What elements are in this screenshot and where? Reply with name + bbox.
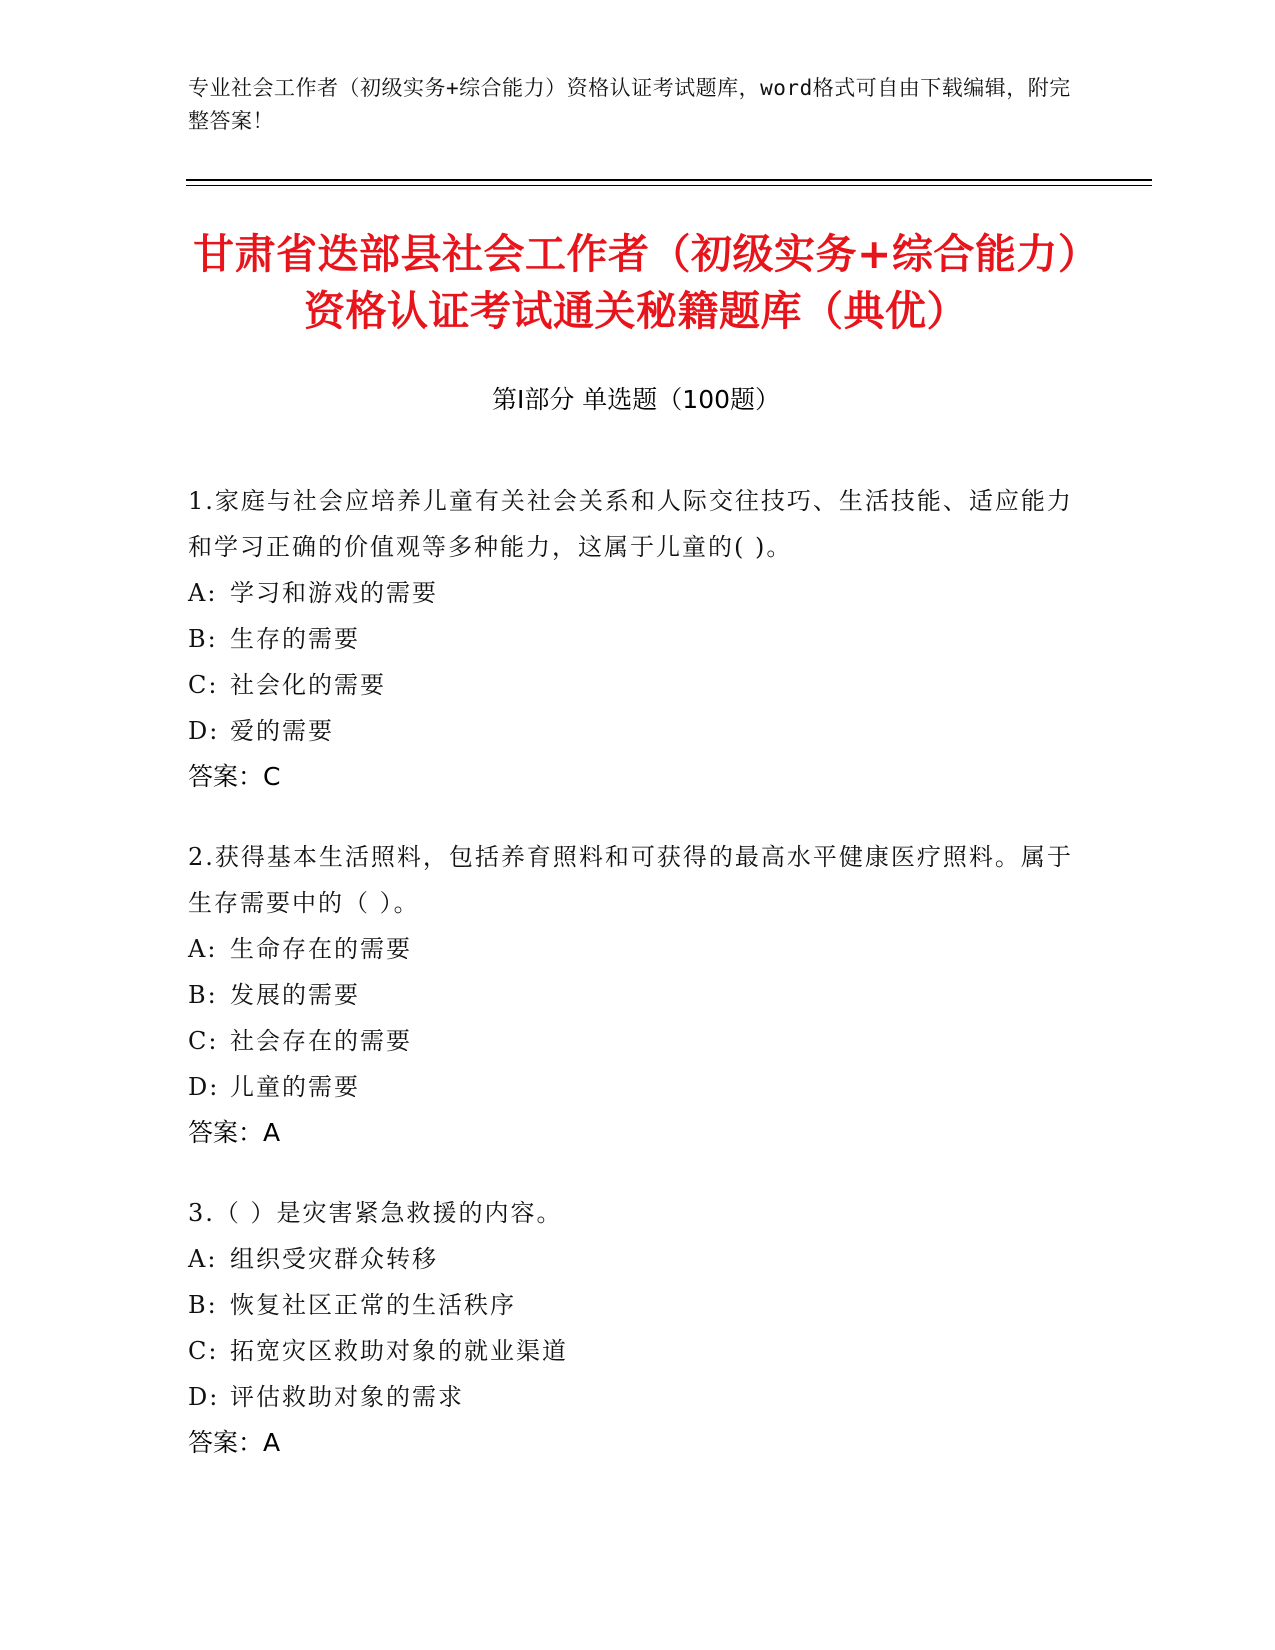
option-letter: A: xyxy=(188,1245,218,1273)
option-text: 生存的需要 xyxy=(230,625,360,653)
option-text: 儿童的需要 xyxy=(230,1073,360,1101)
option-text: 学习和游戏的需要 xyxy=(230,579,438,607)
question-stem: 1.家庭与社会应培养儿童有关社会关系和人际交往技巧、生活技能、适应能力和学习正确的价值观等多种能力，这属于儿童的( )。 xyxy=(188,487,1073,561)
option-text: 生命存在的需要 xyxy=(230,935,412,963)
option-text: 发展的需要 xyxy=(230,981,360,1009)
option-letter: D: xyxy=(188,1383,220,1411)
option-d xyxy=(188,708,1088,754)
question-stem: 3.（ ）是灾害紧急救援的内容。 xyxy=(188,1199,563,1227)
option-letter: A: xyxy=(188,935,218,963)
option-c xyxy=(188,1328,1088,1374)
option-a xyxy=(188,926,1088,972)
option-a xyxy=(188,570,1088,616)
option-letter: C: xyxy=(188,1337,219,1365)
option-b xyxy=(188,1282,1088,1328)
answer-line: 答案：A xyxy=(188,1428,281,1457)
option-b xyxy=(188,616,1088,662)
option-text: 爱的需要 xyxy=(230,717,334,745)
question-1 xyxy=(188,478,1088,800)
option-letter: A: xyxy=(188,579,218,607)
question-3 xyxy=(188,1190,1088,1466)
option-letter: C: xyxy=(188,671,219,699)
option-letter: D: xyxy=(188,1073,220,1101)
document-title: 甘肃省迭部县社会工作者（初级实务+综合能力）资格认证考试通关秘籍题库（典优） xyxy=(193,230,1079,335)
header-divider-thin xyxy=(186,185,1152,186)
answer-line: 答案：C xyxy=(188,762,281,791)
option-text: 社会化的需要 xyxy=(230,671,386,699)
option-d xyxy=(188,1064,1088,1110)
option-letter: C: xyxy=(188,1027,219,1055)
option-b xyxy=(188,972,1088,1018)
option-letter: B: xyxy=(188,981,218,1009)
header-divider-thick xyxy=(186,179,1152,181)
option-text: 社会存在的需要 xyxy=(230,1027,412,1055)
option-text: 评估救助对象的需求 xyxy=(230,1383,464,1411)
header-note: 专业社会工作者（初级实务+综合能力）资格认证考试题库，word格式可自由下载编辑，附完整答案！ xyxy=(188,76,1071,133)
option-a xyxy=(188,1236,1088,1282)
question-stem: 2.获得基本生活照料，包括养育照料和可获得的最高水平健康医疗照料。属于生存需要中的（ ）。 xyxy=(188,843,1073,917)
option-c xyxy=(188,1018,1088,1064)
question-list xyxy=(188,478,1088,1500)
option-text: 恢复社区正常的生活秩序 xyxy=(230,1291,516,1319)
section-heading: 第Ⅰ部分 单选题（100题） xyxy=(491,385,781,414)
option-text: 拓宽灾区救助对象的就业渠道 xyxy=(230,1337,568,1365)
option-d xyxy=(188,1374,1088,1420)
question-2 xyxy=(188,834,1088,1156)
option-letter: B: xyxy=(188,625,218,653)
option-c xyxy=(188,662,1088,708)
option-text: 组织受灾群众转移 xyxy=(230,1245,438,1273)
option-letter: D: xyxy=(188,717,220,745)
answer-line: 答案：A xyxy=(188,1118,281,1147)
option-letter: B: xyxy=(188,1291,218,1319)
